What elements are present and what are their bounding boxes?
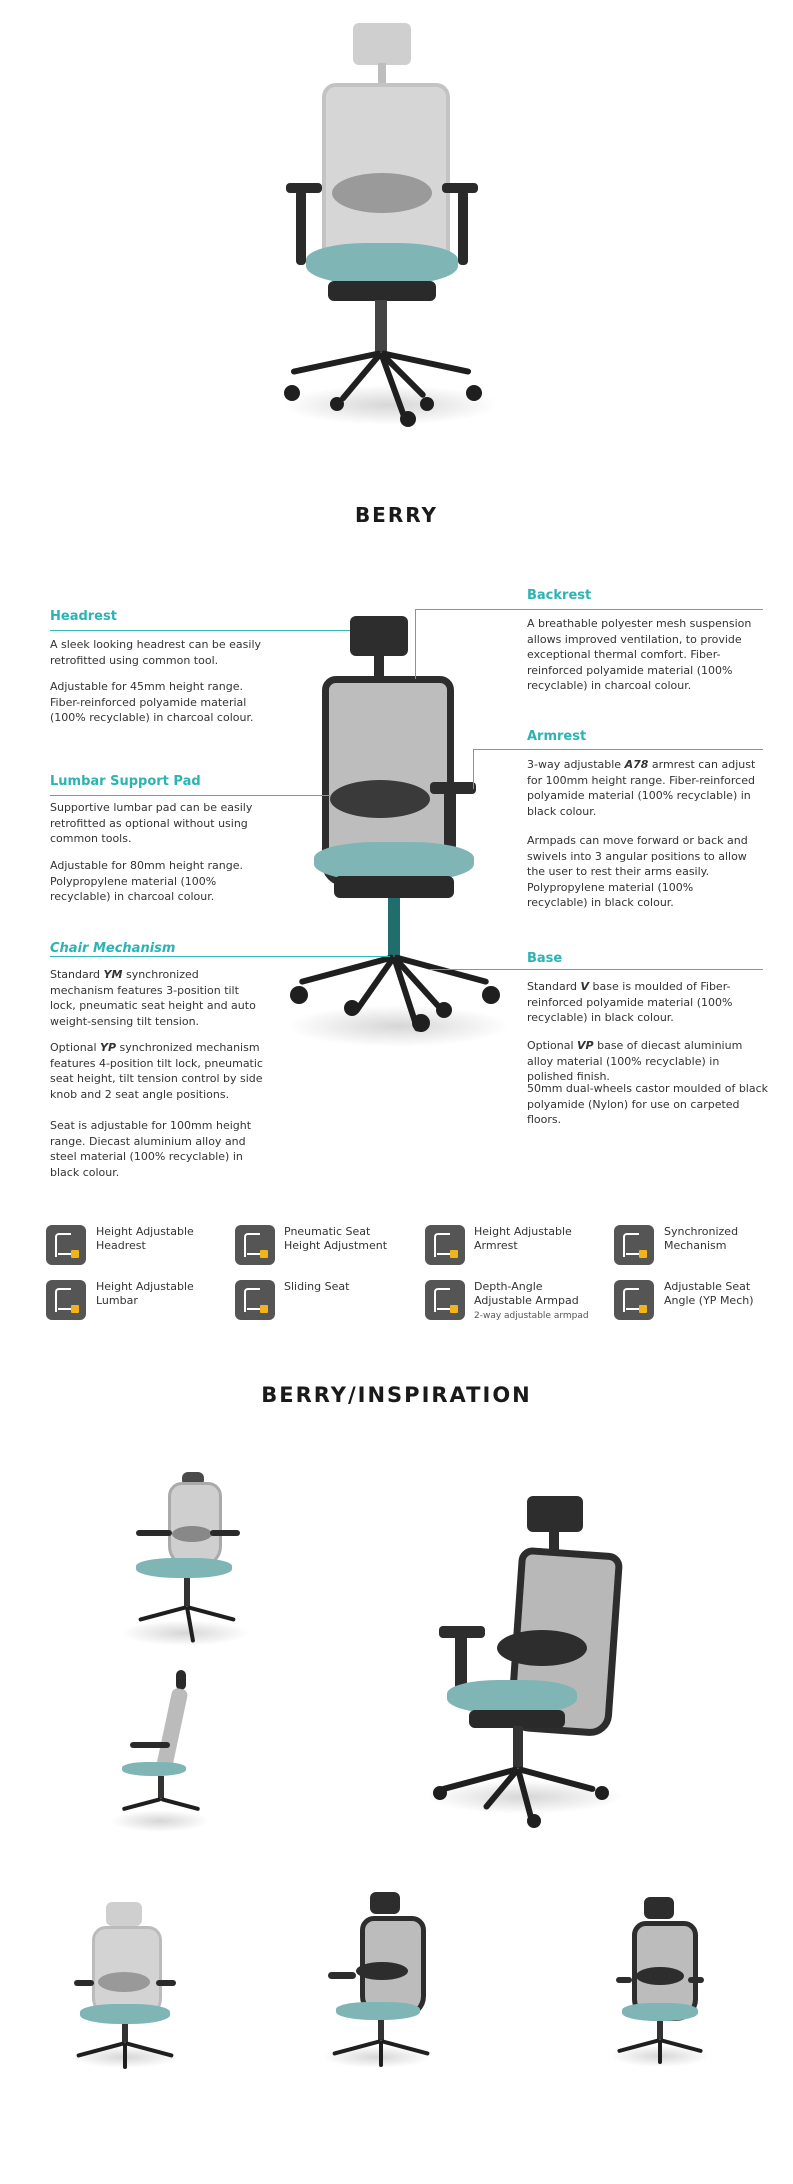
synchronized-mechanism-icon: [614, 1225, 654, 1265]
base-code-v: V: [580, 980, 590, 993]
mechanism-text-2-pre: Optional: [50, 1041, 101, 1054]
mechanism-text-1: [50, 967, 265, 1029]
icon-label-mechanism: Synchronized Mechanism: [664, 1225, 739, 1252]
mechanism-text-3: Seat is adjustable for 100mm height range. Diecast aluminium alloy and steel material (100% recyclable) in black colour.: [50, 1119, 252, 1179]
mechanism-text-1-pre: Standard: [50, 968, 104, 981]
armrest-code-a78: A78: [624, 758, 649, 771]
lumbar-text-1: Supportive lumbar pad can be easily retrofitted as optional without using common tools.: [50, 801, 253, 845]
base-connector: [430, 969, 763, 970]
base-text-1-post: base is moulded of Fiber-reinforced polyamide material (100% recyclable) in black colour.: [527, 980, 733, 1024]
base-text-1: [527, 979, 752, 1026]
base-text-1-pre: Standard: [527, 980, 581, 993]
seat-height-icon: [235, 1225, 275, 1265]
hero-chair-image: [270, 15, 510, 415]
lumbar-text-2: Adjustable for 80mm height range. Polypropylene material (100% recyclable) in charcoal colour.: [50, 859, 244, 903]
inspiration-chair-image-6: [610, 1895, 710, 2070]
icon-label-seat-angle: Adjustable Seat Angle (YP Mech): [664, 1280, 754, 1307]
icon-label-lumbar: Height Adjustable Lumbar: [96, 1280, 194, 1307]
mechanism-text-1-post: synchronized mechanism features 3-position tilt lock, pneumatic seat height and auto weight-sensing tilt tension.: [50, 968, 256, 1028]
headrest-height-icon: [46, 1225, 86, 1265]
feature-chair-image: [278, 610, 518, 1050]
armrest-connector-h: [473, 749, 763, 750]
inspiration-chair-image-1: [120, 1470, 250, 1645]
armrest-heading: Armrest: [527, 729, 587, 744]
headrest-heading: Headrest: [50, 609, 117, 624]
icon-label-armpad-title: Depth-Angle Adjustable Armpad: [474, 1280, 579, 1307]
lumbar-heading: Lumbar Support Pad: [50, 774, 201, 789]
backrest-connector-h: [415, 609, 763, 610]
mechanism-code-yp: YP: [100, 1041, 117, 1054]
armrest-text-1-pre: 3-way adjustable: [527, 758, 625, 771]
mechanism-code-ym: YM: [103, 968, 123, 981]
headrest-text-1: A sleek looking headrest can be easily retrofitted using common tool.: [50, 638, 262, 667]
mechanism-connector: [50, 956, 390, 957]
headrest-text-2: Adjustable for 45mm height range. Fiber-reinforced polyamide material (100% recyclable) in charcoal colour.: [50, 680, 254, 724]
inspiration-title: BERRY/INSPIRATION: [261, 1383, 532, 1407]
lumbar-height-icon: [46, 1280, 86, 1320]
armrest-text-1: [527, 757, 757, 819]
backrest-text-1: A breathable polyester mesh suspension allows improved ventilation, to provide exceptional thermal comfort. Fiber-reinforced polyamide material (100% recyclable) in charcoal colour.: [527, 617, 752, 692]
inspiration-chair-image-2: [110, 1670, 210, 1835]
icon-label-armpad-sub: 2-way adjustable armpad: [474, 1311, 589, 1321]
mechanism-text-2: [50, 1040, 265, 1102]
base-text-3: 50mm dual-wheels castor moulded of black polyamide (Nylon) for use on carpeted floors.: [527, 1082, 769, 1126]
icon-label-seat-height: Pneumatic Seat Height Adjustment: [284, 1225, 388, 1252]
armrest-height-icon: [425, 1225, 465, 1265]
backrest-heading: Backrest: [527, 588, 592, 603]
inspiration-chair-image-4: [70, 1900, 180, 2070]
base-heading: Base: [527, 951, 563, 966]
berry-title: BERRY: [354, 503, 439, 527]
armrest-connector-v: [473, 749, 474, 789]
base-code-vp: VP: [577, 1039, 594, 1052]
inspiration-chair-image-3: [425, 1490, 625, 1810]
sliding-seat-icon: [235, 1280, 275, 1320]
icon-label-armpad: [474, 1280, 589, 1323]
base-text-2: [527, 1038, 752, 1085]
icon-label-armrest: Height Adjustable Armrest: [474, 1225, 572, 1252]
mechanism-text-2-post: synchronized mechanism features 4-position tilt lock, pneumatic seat height, tilt tension control by side knob and 2 seat angle positions.: [50, 1041, 263, 1101]
icon-label-sliding-seat: Sliding Seat: [284, 1280, 350, 1293]
armrest-text-2: Armpads can move forward or back and swivels into 3 angular positions to allow the user to rest their arms easily. Polypropylene material (100% recyclable) in black colour.: [527, 834, 748, 909]
mechanism-heading: Chair Mechanism: [50, 941, 176, 956]
armpad-depth-angle-icon: [425, 1280, 465, 1320]
lumbar-connector: [50, 795, 330, 796]
armrest-text-1-post: armrest can adjust for 100mm height range. Fiber-reinforced polyamide material (100% recyclable) in black colour.: [527, 758, 756, 818]
base-text-2-pre: Optional: [527, 1039, 578, 1052]
backrest-connector-v: [415, 609, 416, 679]
inspiration-chair-image-5: [322, 1890, 432, 2070]
icon-label-headrest: Height Adjustable Headrest: [96, 1225, 194, 1252]
headrest-connector: [50, 630, 350, 631]
base-text-2-post: base of diecast aluminium alloy material (100% recyclable) in polished finish.: [527, 1039, 743, 1083]
seat-angle-icon: [614, 1280, 654, 1320]
